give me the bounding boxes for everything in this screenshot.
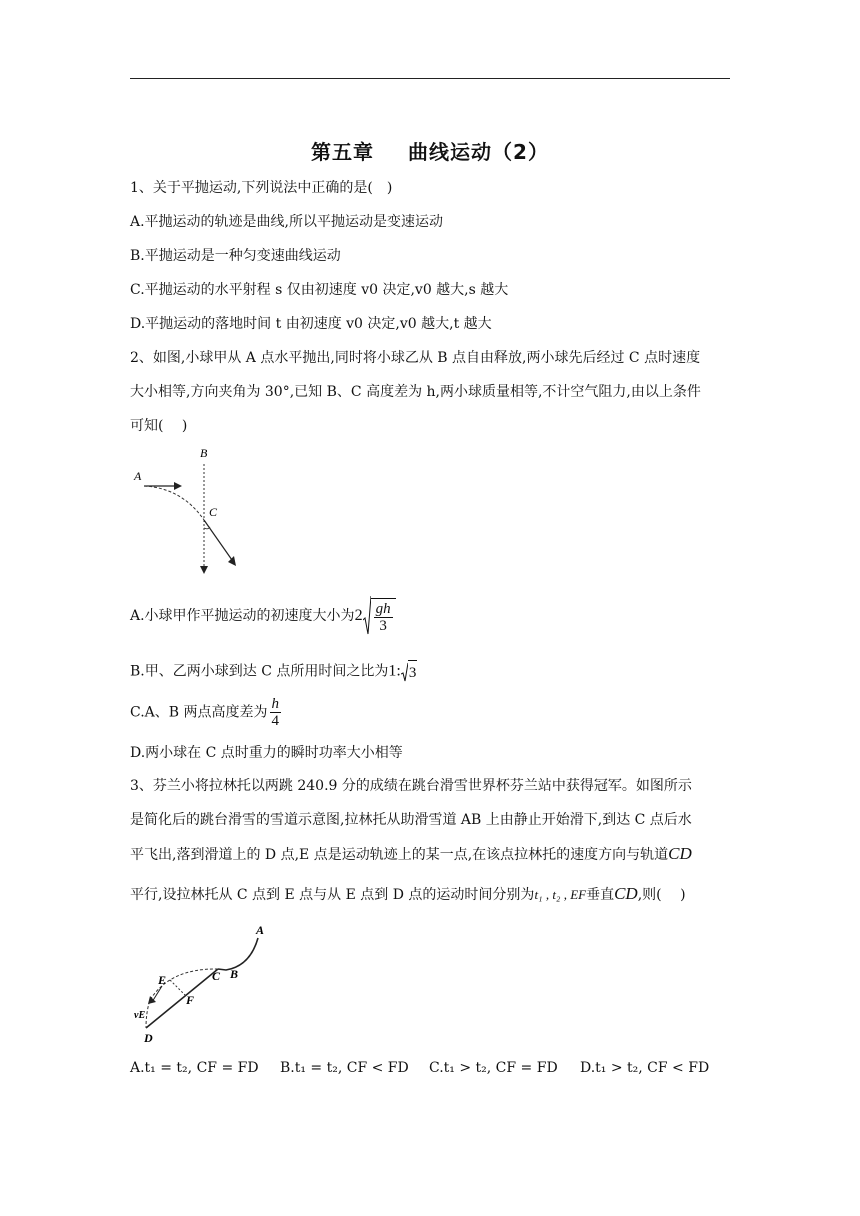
q1-stem: 1、关于平抛运动,下列说法中正确的是( ) — [130, 180, 393, 196]
q2-down-arrowhead — [200, 566, 208, 574]
q2-fig-label-c: C — [209, 505, 218, 519]
q2-option-d: D.两小球在 C 点时重力的瞬时功率大小相等 — [130, 745, 403, 761]
sqrt-expression: $\frac{gh}{3}$ — [363, 596, 396, 636]
q2-fig-label-b: B — [200, 446, 208, 460]
q3-option-b: B.t₁ = t₂, CF < FD — [280, 1060, 409, 1076]
q2-figure — [130, 444, 240, 576]
q3-fig-label-ve: vE — [134, 1010, 146, 1021]
q3-stem-line-1: 3、芬兰小将拉林托以两跳 240.9 分的成绩在跳台滑雪世界杯芬兰站中获得冠军。如图所示 — [130, 778, 692, 794]
q2-stem-line-1: 2、如图,小球甲从 A 点水平抛出,同时将小球乙从 B 点自由释放,两小球先后经过 C 点时速度 — [130, 350, 701, 366]
q3-fig-label-f: F — [186, 993, 195, 1007]
q2-velocity-c — [204, 520, 232, 560]
q2-option-c: C.A、B 两点高度差为 $\frac{h}{4}$ — [130, 696, 280, 729]
q3-ef-line — [170, 980, 187, 997]
q3-stem-line-3: 平飞出,落到滑道上的 D 点,E 点是运动轨迹上的某一点,在该点拉林托的速度方向与轨道CD — [130, 844, 692, 863]
q2-stem-line-2: 大小相等,方向夹角为 30°,已知 B、C 高度差为 h,两小球质量相等,不计空气阻力,由以上条件 — [130, 384, 701, 400]
q2-velocity-arrowhead — [228, 556, 236, 566]
q3-option-a: A.t₁ = t₂, CF = FD — [130, 1060, 259, 1076]
q3-fig-label-d: D — [144, 1031, 153, 1045]
header-rule — [130, 78, 730, 79]
q3-options-row — [130, 1058, 709, 1078]
q3-stem-line-4: 平行,设拉林托从 C 点到 E 点与从 E 点到 D 点的运动时间分别为t₁ , t₂ , EF垂直CD,则( ) — [130, 884, 686, 903]
q1-option-d: D.平抛运动的落地时间 t 由初速度 v0 决定,v0 越大,t 越大 — [130, 316, 492, 332]
q3-fig-label-c: C — [212, 969, 221, 983]
chapter-label: 第五章 — [311, 140, 375, 164]
q3-fig-label-e: E — [158, 973, 167, 987]
q1-option-c: C.平抛运动的水平射程 s 仅由初速度 v0 决定,v0 越大,s 越大 — [130, 282, 509, 298]
sqrt-three: 3 — [401, 660, 418, 683]
q2-parabola — [144, 486, 204, 520]
q3-option-c: C.t₁ > t₂, CF = FD — [429, 1060, 558, 1076]
q2-stem-line-3: 可知( ) — [130, 418, 188, 434]
q3-ramp-ab — [218, 938, 258, 970]
radical-sign — [363, 596, 371, 636]
radical-sign — [401, 662, 408, 682]
q3-option-d: D.t₁ > t₂, CF < FD — [580, 1060, 710, 1076]
q3-slope-cd — [146, 969, 218, 1028]
q1-option-a: A.平抛运动的轨迹是曲线,所以平抛运动是变速运动 — [130, 214, 444, 230]
q2-option-b: B.甲、乙两小球到达 C 点所用时间之比为1: 3 — [130, 660, 417, 683]
q3-stem-line-2: 是简化后的跳台滑雪的雪道示意图,拉林托从助滑雪道 AB 上由静止开始滑下,到达 C 点后水 — [130, 812, 692, 828]
q3-fig-label-a: A — [256, 923, 265, 937]
page-title — [0, 136, 860, 165]
q2-option-a: A.小球甲作平抛运动的初速度大小为2 $\frac{gh}{3}$ — [130, 596, 396, 636]
q3-fig-label-b: B — [230, 967, 239, 981]
q2-initial-arrowhead — [174, 482, 182, 490]
topic-label: 曲线运动（2） — [408, 140, 549, 164]
q1-option-b: B.平抛运动是一种匀变速曲线运动 — [130, 248, 341, 264]
q2-fig-label-a: A — [134, 469, 142, 483]
q3-figure — [130, 922, 272, 1046]
